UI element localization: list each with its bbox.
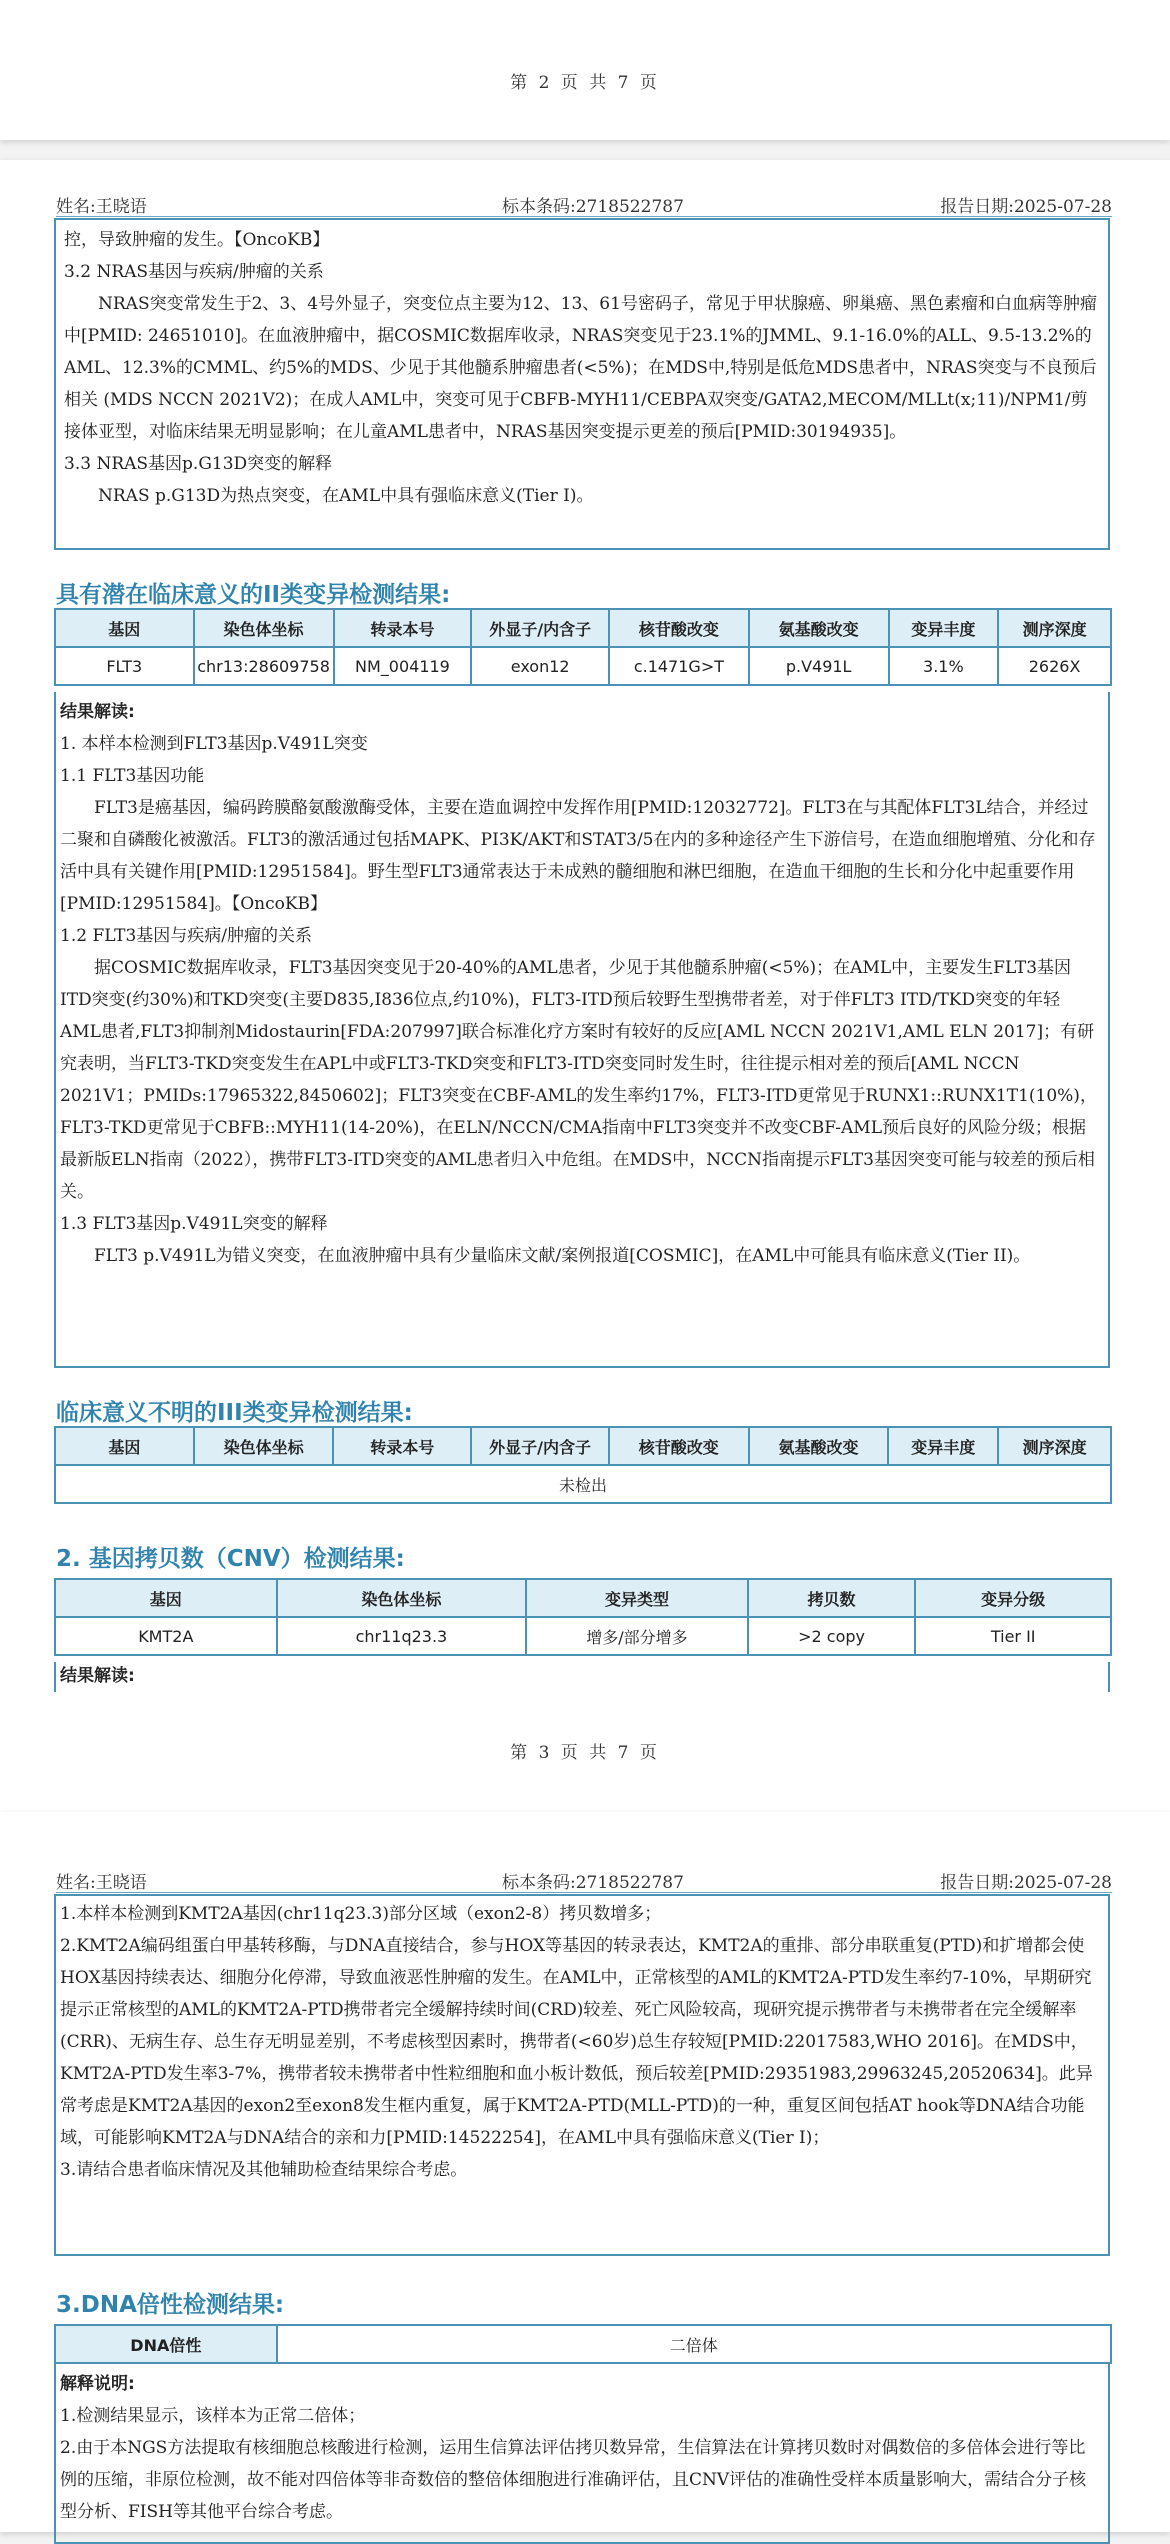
nras-interpretation-box <box>54 218 1110 550</box>
table-cell: p.V491L <box>749 647 889 685</box>
column-header: 染色体坐标 <box>194 1427 334 1465</box>
table-cell: c.1471G>T <box>609 647 749 685</box>
column-header: 转录本号 <box>334 609 472 647</box>
cnv-interpretation-box <box>54 1894 1110 2256</box>
column-header: 氨基酸改变 <box>749 1427 889 1465</box>
column-header: 变异丰度 <box>889 609 999 647</box>
column-header: 基因 <box>55 609 194 647</box>
subheading: 1.3 FLT3基因p.V491L突变的解释 <box>60 1214 328 1234</box>
column-header: 氨基酸改变 <box>749 609 889 647</box>
column-header: 拷贝数 <box>748 1579 916 1617</box>
class2-interpretation-box <box>54 692 1110 1368</box>
paragraph: FLT3是癌基因，编码跨膜酪氨酸激酶受体，主要在造血调控中发挥作用[PMID:12032772]。FLT3在与其配体FLT3L结合，并经过二聚和自磷酸化被激活。FLT3的激活通过包括MAPK、PI3K/AKT和STAT3/5在内的多种途径产生下游信号，在造血细胞增殖、分化和存活中具有关键作用[PMID:12951584]。野生型FLT3通常表达于未成熟的髓细胞和淋巴细胞，在造血干细胞的生长和分化中起重要作用[PMID:12951584]。【OncoKB】 <box>60 798 1096 914</box>
interpretation-label: 结果解读: <box>60 1666 135 1686</box>
dna-ploidy-table <box>54 2324 1112 2364</box>
interpretation-label: 结果解读: <box>60 702 135 722</box>
column-header: 测序深度 <box>998 609 1111 647</box>
column-header: 转录本号 <box>333 1427 471 1465</box>
column-header: 变异分级 <box>915 1579 1111 1617</box>
text-line: 3.请结合患者临床情况及其他辅助检查结果综合考虑。 <box>60 2160 468 2180</box>
header-divider <box>56 216 1112 217</box>
column-header: 核苷酸改变 <box>609 1427 749 1465</box>
page-4 <box>0 1812 1170 2532</box>
text-line: 1.检测结果显示，该样本为正常二倍体； <box>60 2406 366 2426</box>
row-header: DNA倍性 <box>55 2325 277 2363</box>
table-cell: 增多/部分增多 <box>526 1617 748 1655</box>
table-cell: Tier II <box>915 1617 1111 1655</box>
section-title-class3: 临床意义不明的III类变异检测结果: <box>56 1400 413 1426</box>
paragraph: NRAS突变常发生于2、3、4号外显子，突变位点主要为12、13、61号密码子，常见于甲状腺癌、卵巢癌、黑色素瘤和白血病等肿瘤中[PMID: 24651010]。在血液肿瘤中，据COSMIC数据库收录，NRAS突变见于23.1%的JMML、9.1-16.0%的ALL、9.5-13.2%的AML、12.3%的CMML、约5%的MDS、少见于其他髓系肿瘤患者(<5%)；在MDS中,特别是低危MDS患者中，NRAS突变与不良预后相关 (MDS NCCN 2021V2)；在成人AML中，突变可见于CBFB-MYH11/CEBPA双突变/GATA2,MECOM/MLLt(x;11)/NPM1/剪接体亚型，对临床结果无明显影响；在儿童AML患者中，NRAS基因突变提示更差的预后[PMID:30194935]。 <box>64 294 1097 442</box>
paragraph: FLT3 p.V491L为错义突变，在血液肿瘤中具有少量临床文献/案例报道[COSMIC]，在AML中可能具有临床意义(Tier II)。 <box>94 1246 1031 1266</box>
header-divider <box>56 1892 1112 1893</box>
class2-table <box>54 608 1112 686</box>
table-cell: KMT2A <box>55 1617 277 1655</box>
cnv-table <box>54 1578 1112 1656</box>
sample-code: 标本条码:2718522787 <box>502 197 684 217</box>
subheading: 1.2 FLT3基因与疾病/肿瘤的关系 <box>60 926 313 946</box>
table-cell: exon12 <box>471 647 609 685</box>
class3-table <box>54 1426 1112 1504</box>
column-header: 基因 <box>55 1427 194 1465</box>
section-title-class2: 具有潜在临床意义的II类变异检测结果: <box>56 582 451 608</box>
table-cell: chr11q23.3 <box>277 1617 527 1655</box>
column-header: 基因 <box>55 1579 277 1617</box>
report-header <box>56 1868 1112 1894</box>
patient-name: 姓名:王晓语 <box>56 197 147 217</box>
table-header-row <box>55 609 1111 647</box>
report-date: 报告日期:2025-07-28 <box>940 1873 1112 1893</box>
page-number: 第 2 页 共 7 页 <box>510 73 660 93</box>
column-header: 变异类型 <box>526 1579 748 1617</box>
table-row <box>55 1465 1111 1503</box>
page-2-tail <box>0 0 1170 140</box>
cnv-interpretation-start <box>54 1662 1110 1692</box>
text-line: 1. 本样本检测到FLT3基因p.V491L突变 <box>60 734 368 754</box>
table-cell: 2626X <box>998 647 1111 685</box>
column-header: 外显子/内含子 <box>471 1427 609 1465</box>
page-number: 第 3 页 共 7 页 <box>510 1743 660 1763</box>
column-header: 染色体坐标 <box>277 1579 527 1617</box>
report-header <box>56 192 1112 218</box>
table-cell: chr13:28609758 <box>194 647 334 685</box>
table-row <box>55 1617 1111 1655</box>
paragraph: 据COSMIC数据库收录，FLT3基因突变见于20-40%的AML患者，少见于其他髓系肿瘤(<5%)；在AML中，主要发生FLT3基因ITD突变(约30%)和TKD突变(主要D835,I836位点,约10%)，FLT3-ITD预后较野生型携带者差，对于伴FLT3 ITD/TKD突变的年轻AML患者,FLT3抑制剂Midostaurin[FDA:207997]联合标准化疗方案时有较好的反应[AML NCCN 2021V1,AML ELN 2017]；有研究表明，当FLT3-TKD突变发生在APL中或FLT3-TKD突变和FLT3-ITD突变同时发生时，往往提示相对差的预后[AML NCCN 2021V1；PMIDs:17965322,8450602]；FLT3突变在CBF-AML的发生率约17%，FLT3-ITD更常见于RUNX1::RUNX1T1(10%)，FLT3-TKD更常见于CBFB::MYH11(14-20%)，在ELN/NCCN/CMA指南中FLT3突变并不改变CBF-AML预后良好的风险分级；根据最新版ELN指南（2022），携带FLT3-ITD突变的AML患者归入中危组。在MDS中，NCCN指南提示FLT3基因突变可能与较差的预后相关。 <box>60 958 1097 1202</box>
page-3 <box>0 160 1170 1812</box>
table-row <box>55 647 1111 685</box>
paragraph: NRAS p.G13D为热点突变，在AML中具有强临床意义(Tier I)。 <box>98 486 594 506</box>
explain-label: 解释说明: <box>60 2374 135 2394</box>
column-header: 测序深度 <box>998 1427 1111 1465</box>
column-header: 染色体坐标 <box>194 609 334 647</box>
text-line: 3.2 NRAS基因与疾病/肿瘤的关系 <box>64 262 324 282</box>
table-header-row <box>55 1427 1111 1465</box>
text-line: 3.3 NRAS基因p.G13D突变的解释 <box>64 454 333 474</box>
column-header: 核苷酸改变 <box>609 609 749 647</box>
column-header: 变异丰度 <box>888 1427 998 1465</box>
sample-code: 标本条码:2718522787 <box>502 1873 684 1893</box>
dna-ploidy-explain-box <box>54 2364 1110 2544</box>
table-row <box>55 2325 1111 2363</box>
patient-name: 姓名:王晓语 <box>56 1873 147 1893</box>
text-line: 1.本样本检测到KMT2A基因(chr11q23.3)部分区域（exon2-8）拷贝数增多； <box>60 1904 662 1924</box>
table-cell: NM_004119 <box>334 647 472 685</box>
table-cell: 二倍体 <box>277 2325 1111 2363</box>
table-header-row <box>55 1579 1111 1617</box>
report-date: 报告日期:2025-07-28 <box>940 197 1112 217</box>
not-detected-cell: 未检出 <box>55 1465 1111 1503</box>
subheading: 1.1 FLT3基因功能 <box>60 766 205 786</box>
table-cell: FLT3 <box>55 647 194 685</box>
table-cell: 3.1% <box>889 647 999 685</box>
section-title-dna-ploidy: 3.DNA倍性检测结果: <box>56 2292 285 2318</box>
section-title-cnv: 2. 基因拷贝数（CNV）检测结果: <box>56 1546 405 1572</box>
paragraph: 2.由于本NGS方法提取有核细胞总核酸进行检测，运用生信算法评估拷贝数异常，生信算法在计算拷贝数时对偶数倍的多倍体会进行等比例的压缩，非原位检测，故不能对四倍体等非奇数倍的整倍体细胞进行准确评估，且CNV评估的准确性受样本质量影响大，需结合分子核型分析、FISH等其他平台综合考虑。 <box>60 2438 1087 2522</box>
text-line: 控，导致肿瘤的发生。【OncoKB】 <box>64 230 330 250</box>
column-header: 外显子/内含子 <box>471 609 609 647</box>
paragraph: 2.KMT2A编码组蛋白甲基转移酶，与DNA直接结合，参与HOX等基因的转录表达，KMT2A的重排、部分串联重复(PTD)和扩增都会使HOX基因持续表达、细胞分化停滞，导致血液恶性肿瘤的发生。在AML中，正常核型的AML的KMT2A-PTD发生率约7-10%，早期研究提示正常核型的AML的KMT2A-PTD携带者完全缓解持续时间(CRD)较差、死亡风险较高，现研究提示携带者与未携带者在完全缓解率(CRR)、无病生存、总生存无明显差别，不考虑核型因素时，携带者(<60岁)总生存较短[PMID:22017583,WHO 2016]。在MDS中，KMT2A-PTD发生率3-7%，携带者较未携带者中性粒细胞和血小板计数低，预后较差[PMID:29351983,29963245,20520634]。此异常考虑是KMT2A基因的exon2至exon8发生框内重复，属于KMT2A-PTD(MLL-PTD)的一种，重复区间包括AT hook等DNA结合功能域，可能影响KMT2A与DNA结合的亲和力[PMID:14522254]，在AML中具有强临床意义(Tier I)； <box>60 1936 1093 2148</box>
table-cell: >2 copy <box>748 1617 916 1655</box>
